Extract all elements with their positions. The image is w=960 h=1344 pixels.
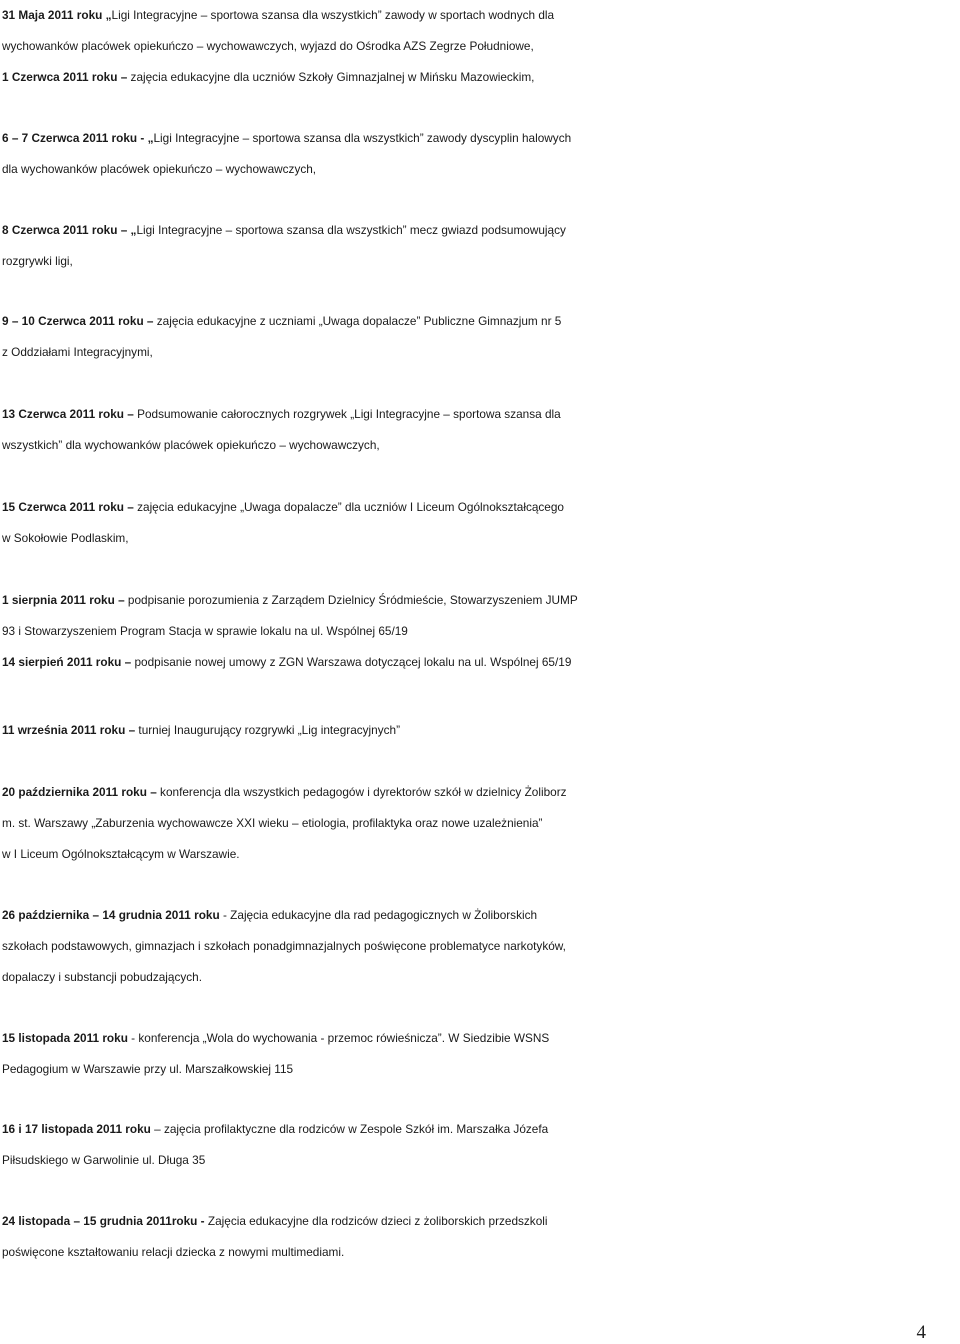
event-description: - konferencja „Wola do wychowania - przemoc rówieśnicza”. W Siedzibie WSNS bbox=[127, 1031, 550, 1045]
event-description: zajęcia edukacyjne z uczniami „Uwaga dopalacze” Publiczne Gimnazjum nr 5 bbox=[153, 314, 562, 328]
event-description: zajęcia edukacyjne dla uczniów Szkoły Gimnazjalnej w Mińsku Mazowieckim, bbox=[127, 70, 535, 84]
event-line bbox=[2, 616, 958, 647]
event-line bbox=[2, 0, 958, 31]
event-line bbox=[2, 523, 958, 554]
event-description: Ligi Integracyjne – sportowa szansa dla wszystkich” zawody w sportach wodnych dla bbox=[111, 8, 555, 22]
event-entry bbox=[2, 306, 958, 368]
event-description: podpisanie porozumienia z Zarządem Dzielnicy Śródmieście, Stowarzyszeniem JUMP bbox=[124, 593, 578, 607]
event-line bbox=[2, 962, 958, 993]
event-line bbox=[2, 647, 958, 678]
event-description: poświęcone kształtowaniu relacji dziecka z nowymi multimediami. bbox=[2, 1245, 345, 1259]
event-line bbox=[2, 62, 958, 93]
event-description: turniej Inaugurujący rozgrywki „Lig integracyjnych” bbox=[135, 723, 401, 737]
event-description: podpisanie nowej umowy z ZGN Warszawa dotyczącej lokalu na ul. Wspólnej 65/19 bbox=[131, 655, 572, 669]
event-date: 15 Czerwca 2011 roku – bbox=[2, 500, 134, 514]
event-line bbox=[2, 1206, 958, 1237]
event-line bbox=[2, 900, 958, 931]
event-date: 14 sierpień 2011 roku – bbox=[2, 655, 132, 669]
event-line bbox=[2, 123, 958, 154]
event-entry bbox=[2, 900, 958, 993]
event-line bbox=[2, 715, 958, 746]
event-entry bbox=[2, 399, 958, 461]
event-description: Podsumowanie całorocznych rozgrywek „Ligi Integracyjne – sportowa szansa dla bbox=[133, 407, 561, 421]
event-description: wychowanków placówek opiekuńczo – wychowawczych, wyjazd do Ośrodka AZS Zegrze Południowe, bbox=[2, 39, 534, 53]
event-description: w Sokołowie Podlaskim, bbox=[2, 531, 129, 545]
event-date: 24 listopada – 15 grudnia 2011roku - bbox=[2, 1214, 205, 1228]
event-description: konferencja dla wszystkich pedagogów i dyrektorów szkół w dzielnicy Żoliborz bbox=[156, 785, 567, 799]
event-entry bbox=[2, 777, 958, 870]
event-description: zajęcia edukacyjne „Uwaga dopalacze” dla uczniów I Liceum Ogólnokształcącego bbox=[133, 500, 564, 514]
event-date: 9 – 10 Czerwca 2011 roku – bbox=[2, 314, 154, 328]
event-date: 11 września 2011 roku – bbox=[2, 723, 136, 737]
event-line bbox=[2, 1237, 958, 1268]
event-date: 15 listopada 2011 roku bbox=[2, 1031, 128, 1045]
event-date: 26 października – 14 grudnia 2011 roku bbox=[2, 908, 220, 922]
event-date: 16 i 17 listopada 2011 roku bbox=[2, 1122, 151, 1136]
event-entry bbox=[2, 215, 958, 277]
event-description: Ligi Integracyjne – sportowa szansa dla wszystkich” zawody dyscyplin halowych bbox=[153, 131, 572, 145]
event-entry bbox=[2, 123, 958, 185]
event-entry bbox=[2, 585, 958, 678]
event-entry bbox=[2, 715, 958, 746]
event-description: m. st. Warszawy „Zaburzenia wychowawcze XXI wieku – etiologia, profilaktyka oraz nowe uzależnienia” bbox=[2, 816, 543, 830]
event-description: rozgrywki ligi, bbox=[2, 254, 73, 268]
event-date: 8 Czerwca 2011 roku – „ bbox=[2, 223, 137, 237]
event-entry bbox=[2, 62, 958, 93]
event-entry bbox=[2, 1114, 958, 1176]
event-description: Pedagogium w Warszawie przy ul. Marszałkowskiej 115 bbox=[2, 1062, 294, 1076]
event-date: 20 października 2011 roku – bbox=[2, 785, 157, 799]
event-description: 93 i Stowarzyszeniem Program Stacja w sprawie lokalu na ul. Wspólnej 65/19 bbox=[2, 624, 408, 638]
event-date: 6 – 7 Czerwca 2011 roku - „ bbox=[2, 131, 154, 145]
event-entry bbox=[2, 492, 958, 554]
event-description: Zajęcia edukacyjne dla rodziców dzieci z żoliborskich przedszkoli bbox=[204, 1214, 548, 1228]
event-description: Piłsudskiego w Garwolinie ul. Długa 35 bbox=[2, 1153, 206, 1167]
event-line bbox=[2, 1054, 958, 1085]
event-line bbox=[2, 585, 958, 616]
event-description: Ligi Integracyjne – sportowa szansa dla wszystkich” mecz gwiazd podsumowujący bbox=[136, 223, 566, 237]
event-entry bbox=[2, 0, 958, 62]
event-line bbox=[2, 1145, 958, 1176]
event-line bbox=[2, 399, 958, 430]
event-description: dla wychowanków placówek opiekuńczo – wychowawczych, bbox=[2, 162, 317, 176]
event-description: - Zajęcia edukacyjne dla rad pedagogicznych w Żoliborskich bbox=[219, 908, 538, 922]
event-description: dopalaczy i substancji pobudzających. bbox=[2, 970, 203, 984]
event-line bbox=[2, 215, 958, 246]
page-number: 4 bbox=[916, 1322, 926, 1343]
event-line bbox=[2, 306, 958, 337]
event-description: – zajęcia profilaktyczne dla rodziców w Zespole Szkół im. Marszałka Józefa bbox=[150, 1122, 549, 1136]
event-description: w I Liceum Ogólnokształcącym w Warszawie. bbox=[2, 847, 240, 861]
event-line bbox=[2, 931, 958, 962]
event-line bbox=[2, 492, 958, 523]
event-line bbox=[2, 777, 958, 808]
event-description: szkołach podstawowych, gimnazjach i szkołach ponadgimnazjalnych poświęcone problematyce narkotyków, bbox=[2, 939, 566, 953]
event-description: z Oddziałami Integracyjnymi, bbox=[2, 345, 153, 359]
event-entry bbox=[2, 1023, 958, 1085]
event-date: 1 sierpnia 2011 roku – bbox=[2, 593, 125, 607]
event-line bbox=[2, 337, 958, 368]
event-entry bbox=[2, 1206, 958, 1268]
event-line bbox=[2, 808, 958, 839]
event-line bbox=[2, 246, 958, 277]
event-line bbox=[2, 31, 958, 62]
event-date: 1 Czerwca 2011 roku – bbox=[2, 70, 128, 84]
event-description: wszystkich” dla wychowanków placówek opiekuńczo – wychowawczych, bbox=[2, 438, 380, 452]
event-line bbox=[2, 154, 958, 185]
event-date: 31 Maja 2011 roku „ bbox=[2, 8, 112, 22]
event-date: 13 Czerwca 2011 roku – bbox=[2, 407, 134, 421]
event-line bbox=[2, 1114, 958, 1145]
event-line bbox=[2, 839, 958, 870]
event-line bbox=[2, 430, 958, 461]
event-line bbox=[2, 1023, 958, 1054]
